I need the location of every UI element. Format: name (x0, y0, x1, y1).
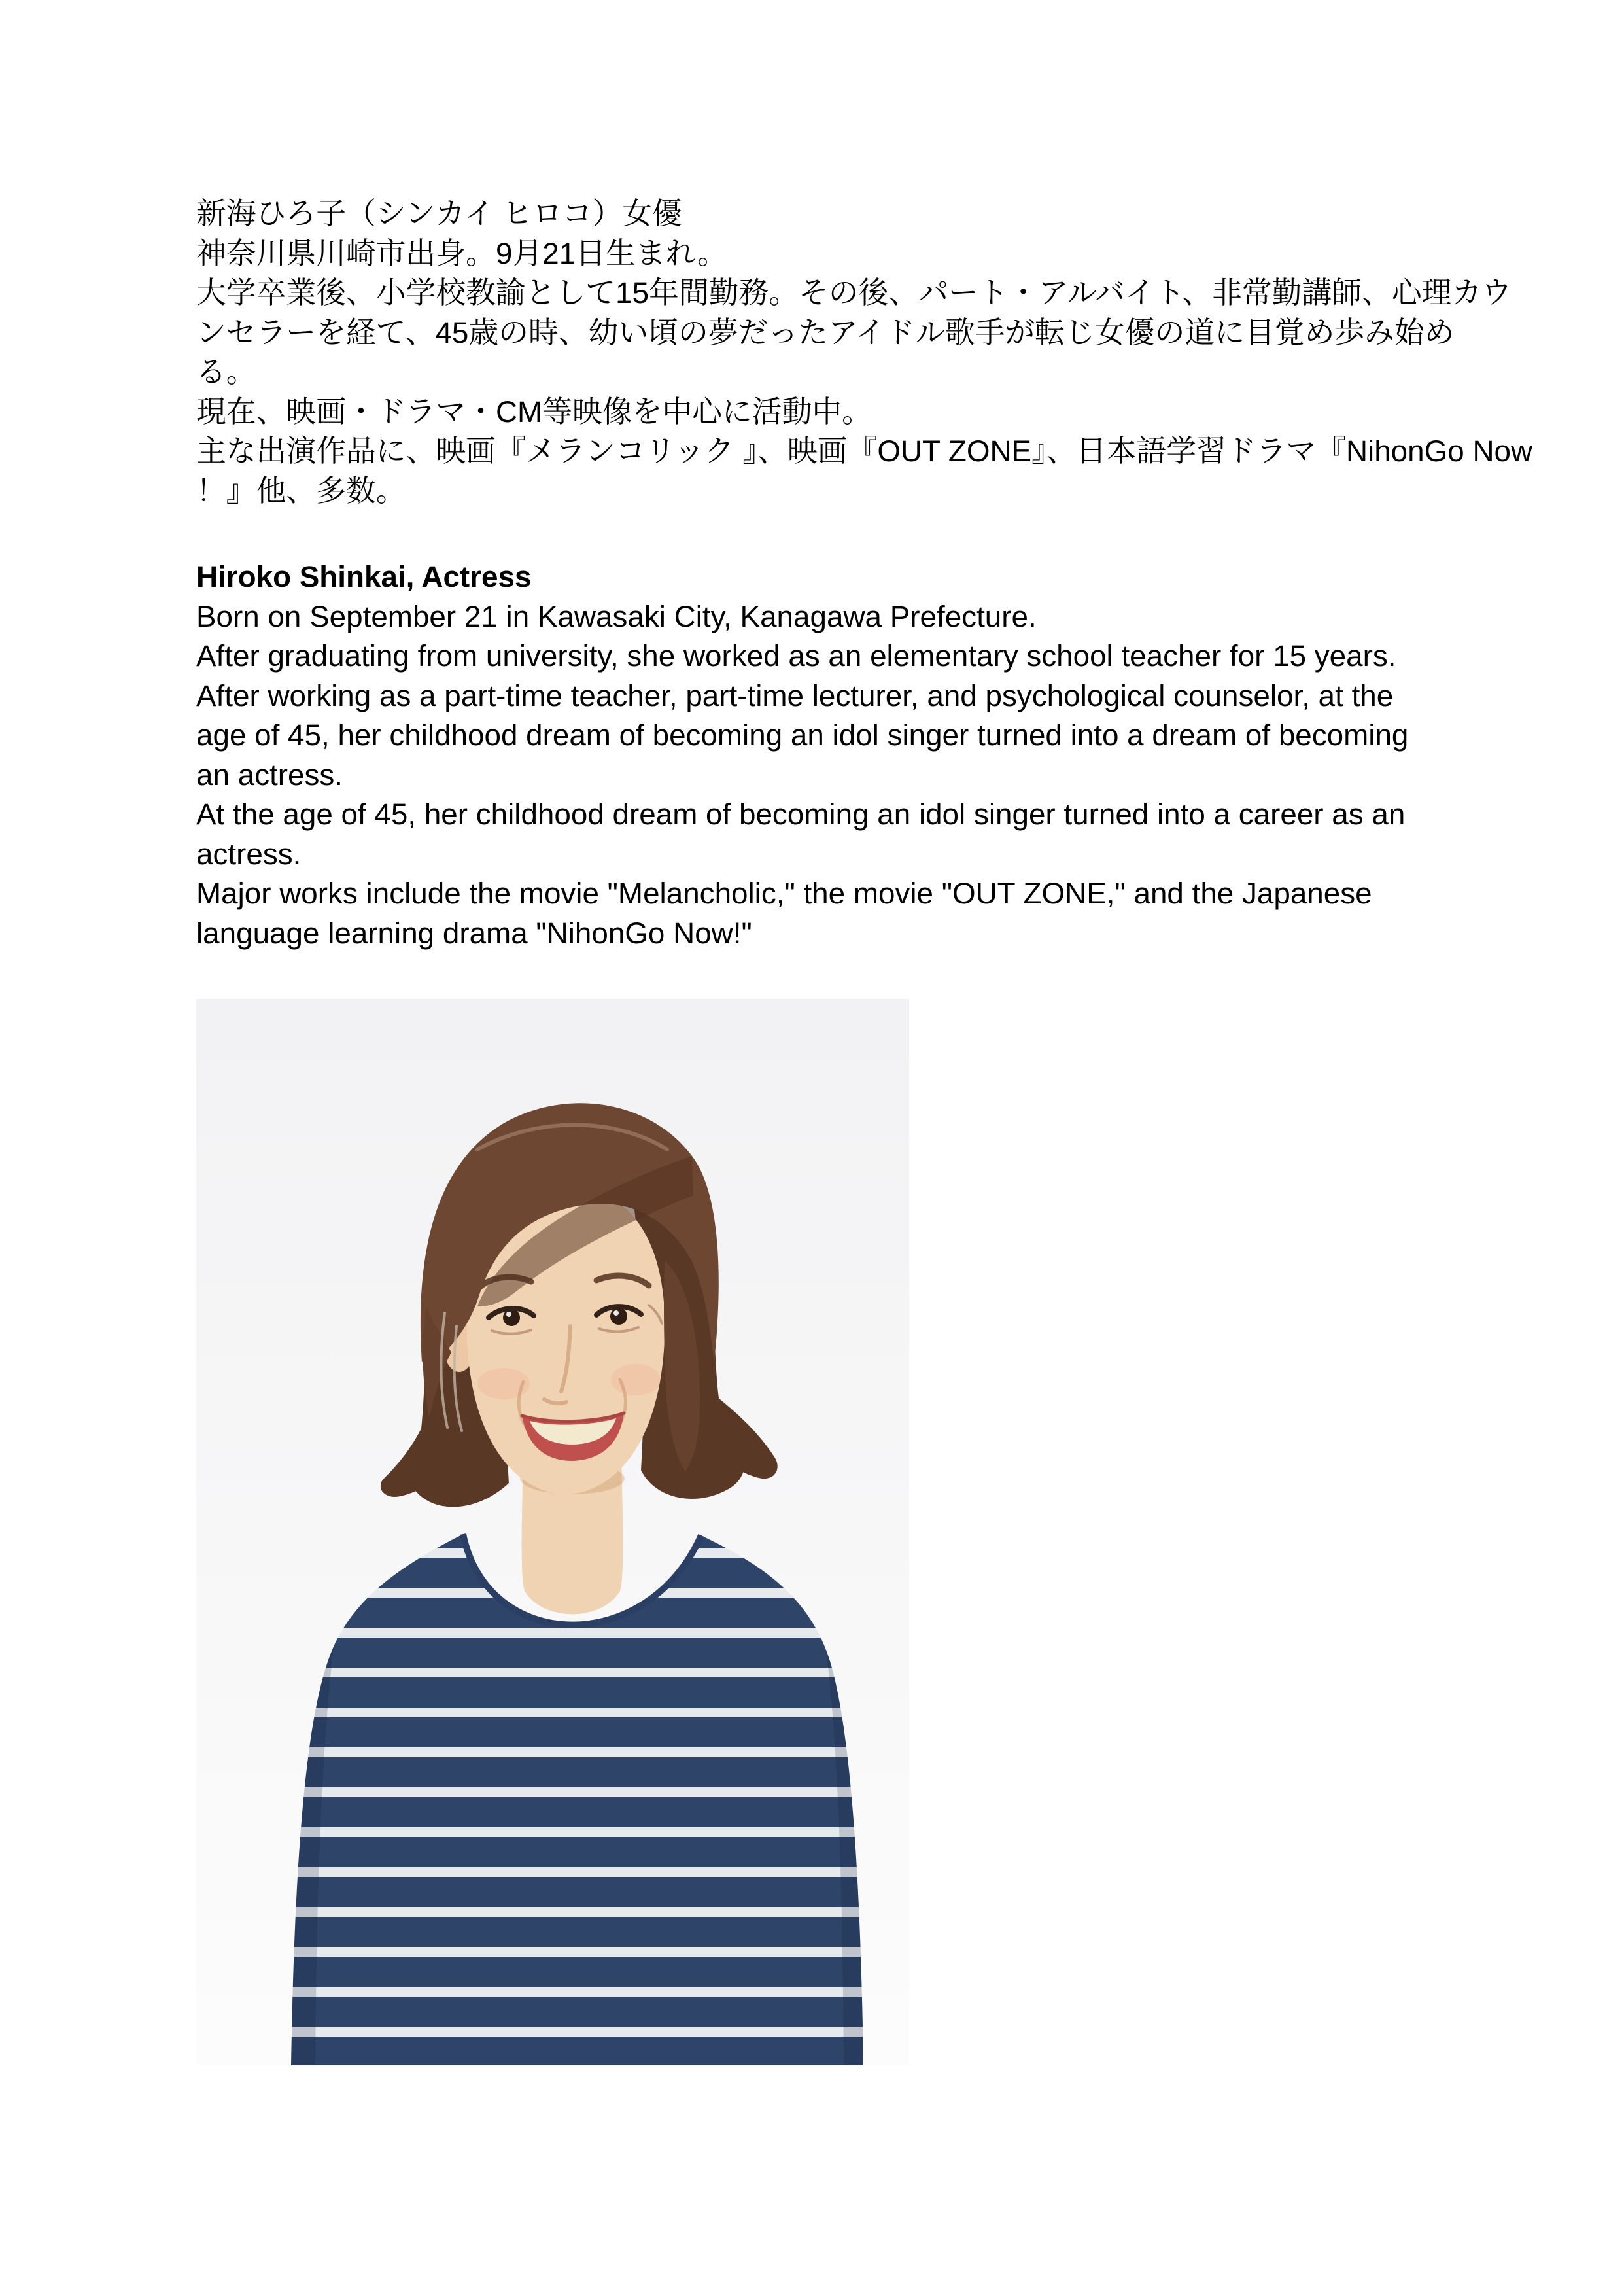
jp-bio-line: 大学卒業後、小学校教諭として15年間勤務。その後、パート・アルバイト、非常勤講師、心理カウ (196, 276, 1512, 309)
jp-bio-line: 新海ひろ子（シンカイ ヒロコ）女優 (196, 197, 682, 230)
en-bio-line: Major works include the movie "Melancholic," the movie "OUT ZONE," and the Japanese (196, 877, 1372, 910)
en-bio-line: After working as a part-time teacher, part-time lecturer, and psychological counselor, at the (196, 678, 1394, 712)
en-bio-line: actress. (196, 837, 302, 871)
en-bio-line: an actress. (196, 758, 343, 792)
en-bio-line: Born on September 21 in Kawasaki City, Kanagawa Prefecture. (196, 599, 1037, 633)
blush-right (611, 1364, 661, 1395)
eye-glint-right (613, 1310, 619, 1316)
document-content (196, 194, 1533, 2065)
iris-right (610, 1308, 627, 1325)
jp-bio-line: 神奈川県川崎市出身。9月21日生まれ。 (196, 236, 727, 270)
jp-bio-line: ンセラーを経て、45歳の時、幼い頃の夢だったアイドル歌手が転じ女優の道に目覚め歩み始め (196, 315, 1455, 349)
portrait-photo-svg (196, 999, 909, 2065)
jp-bio-line: る。 (196, 355, 256, 389)
jp-bio-line: 主な出演作品に、映画『メランコリック 』、映画『OUT ZONE』、日本語学習ドラマ『NihonGo Now (196, 434, 1533, 468)
en-bio-line: After graduating from university, she worked as an elementary school teacher for 15 years. (196, 639, 1396, 673)
en-bio-line: language learning drama "NihonGo Now!" (196, 916, 752, 950)
eye-glint-left (506, 1312, 511, 1317)
portrait-photo (196, 999, 909, 2065)
english-heading: Hiroko Shinkai, Actress (196, 560, 532, 593)
jp-bio-line: ！』他、多数。 (196, 474, 406, 508)
jp-bio-line: 現在、映画・ドラマ・CM等映像を中心に活動中。 (196, 394, 872, 429)
en-bio-line: age of 45, her childhood dream of becoming an idol singer turned into a dream of becoming (196, 718, 1409, 752)
en-bio-line: At the age of 45, her childhood dream of becoming an idol singer turned into a career as an (196, 797, 1406, 831)
